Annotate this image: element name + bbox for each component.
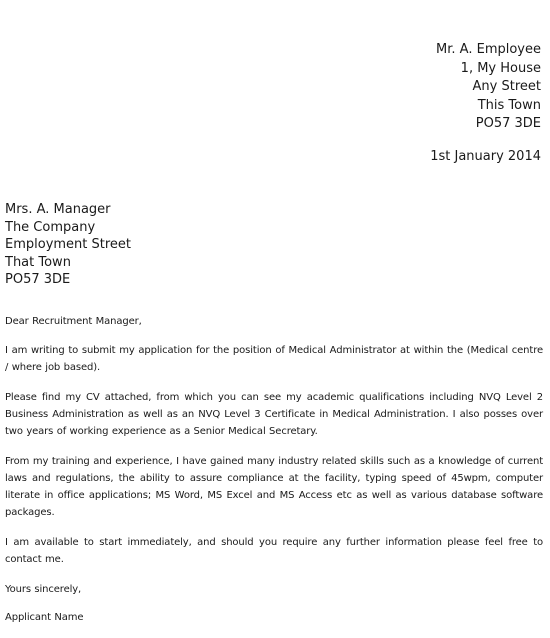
recipient-town: That Town: [5, 254, 71, 270]
sender-address-line-2: Any Street: [472, 79, 541, 94]
salutation: Dear Recruitment Manager,: [5, 316, 142, 327]
paragraph-availability: I am available to start immediately, and should you require any further information please feel free to contact me.: [5, 537, 543, 565]
sender-town: This Town: [477, 97, 541, 113]
sender-address-block: [436, 41, 541, 134]
paragraph-qualifications: Please find my CV attached, from which you can see my academic qualifications including NVQ Level 2 Business Administration as well as an NVQ Level 3 Certificate in Medical Administration. I also posses over two years of working experience as a Senior Medical Secretary.: [5, 392, 543, 437]
paragraph-skills: From my training and experience, I have gained many industry related skills such as a knowledge of current laws and regulations, the ability to assure compliance at the facility, typing speed of 45wpm, computer literate in office applications; MS Word, MS Excel and MS Access etc as well as various database software packages.: [5, 456, 543, 518]
closing: Yours sincerely,: [5, 584, 82, 595]
paragraph-intro: I am writing to submit my application for the position of Medical Administrator at within the (Medical centre / where job based).: [5, 345, 543, 373]
recipient-postcode: PO57 3DE: [5, 272, 71, 288]
recipient-street: Employment Street: [5, 237, 132, 253]
recipient-name: Mrs. A. Manager: [5, 202, 111, 217]
signature: Applicant Name: [5, 612, 84, 623]
letter-body: [5, 313, 543, 626]
recipient-address-block: [5, 201, 131, 289]
sender-name: Mr. A. Employee: [436, 42, 541, 57]
recipient-company: The Company: [5, 219, 96, 235]
sender-address-line-1: 1, My House: [460, 60, 541, 76]
letter-date: 1st January 2014: [430, 149, 541, 164]
sender-postcode: PO57 3DE: [475, 116, 541, 131]
